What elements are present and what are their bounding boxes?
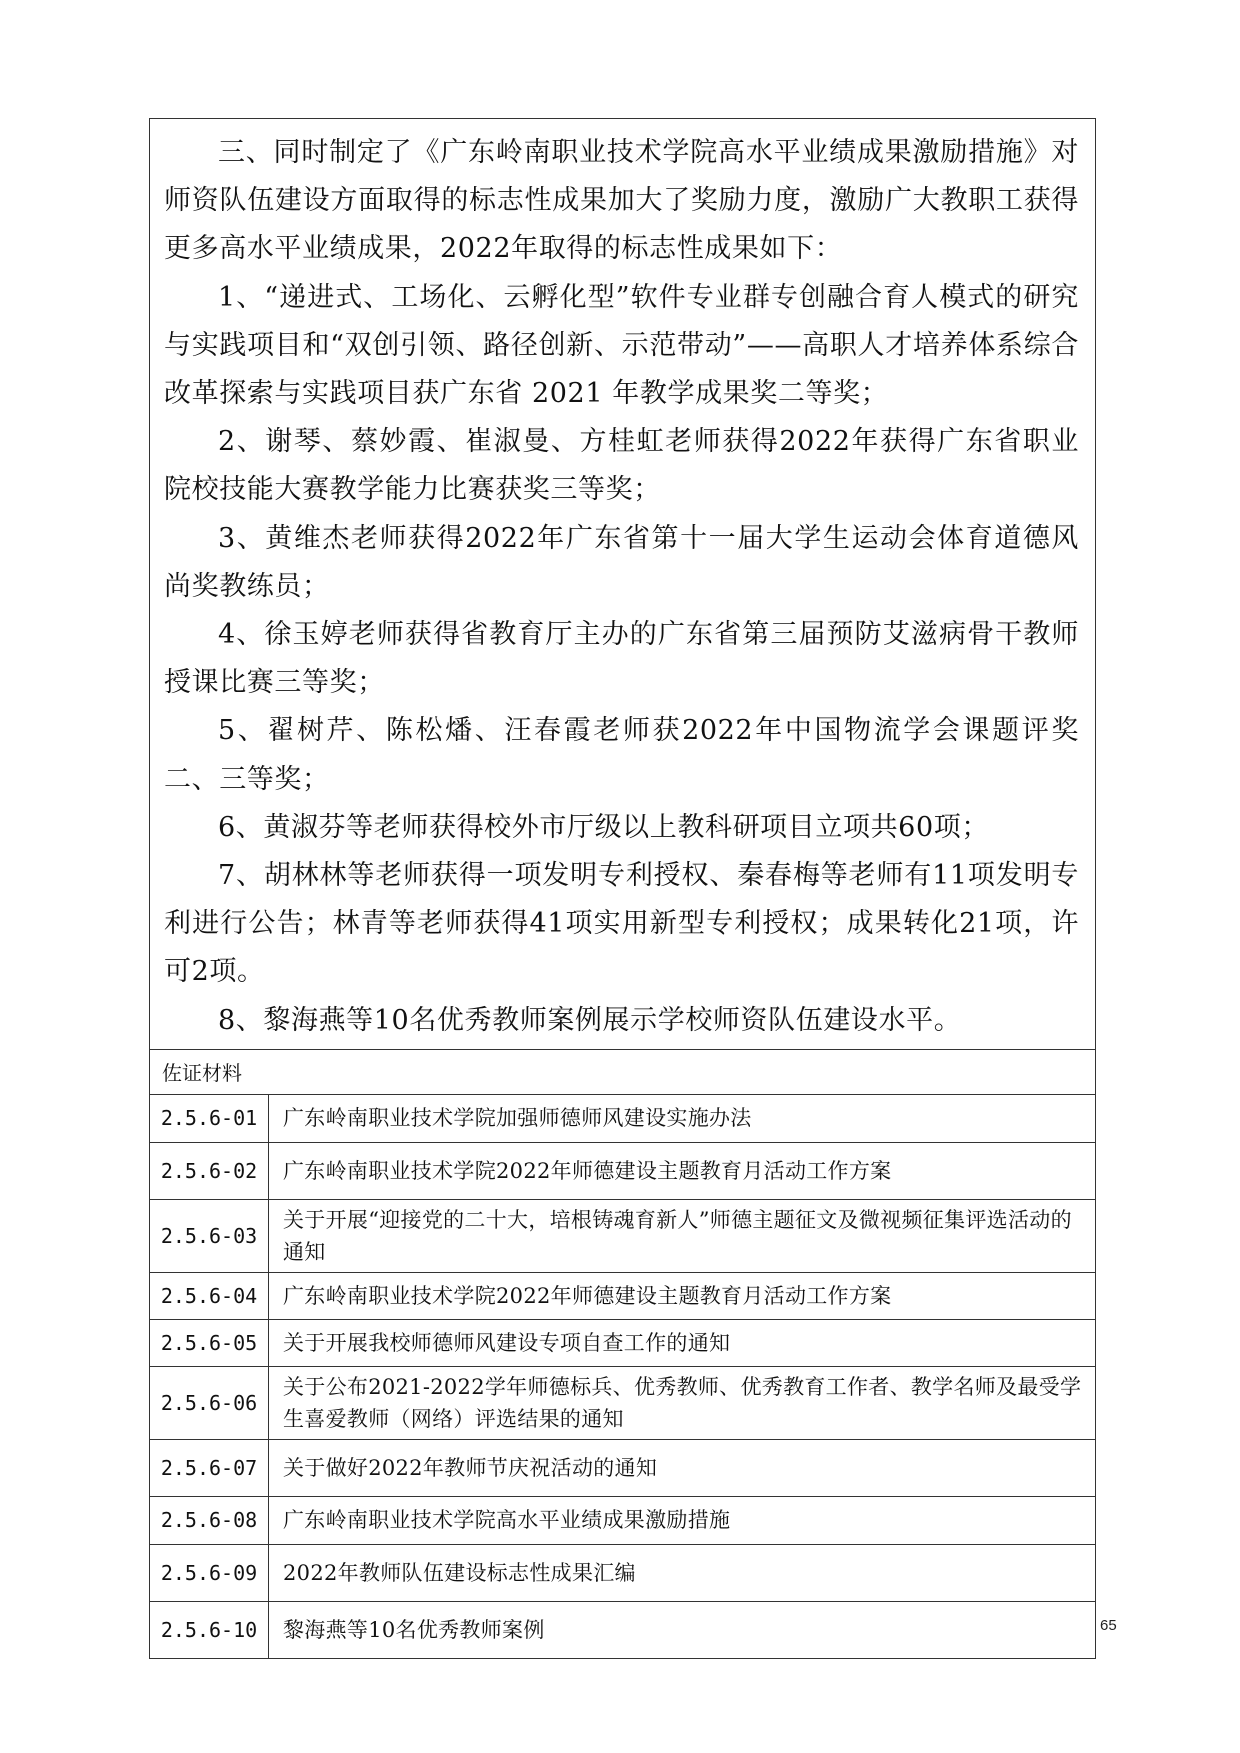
table-row [150, 1496, 1096, 1544]
evidence-title: 黎海燕等10名优秀教师案例 [269, 1601, 1096, 1658]
body-paragraph: 7、胡林林等老师获得一项发明专利授权、秦春梅等老师有11项发明专利进行公告；林青等老师获得41项实用新型专利授权；成果转化21项，许可2项。 [164, 860, 1080, 988]
evidence-code: 2.5.6-07 [150, 1439, 269, 1496]
body-row [150, 119, 1096, 1050]
table-row [150, 1199, 1096, 1272]
body-paragraph: 4、徐玉婷老师获得省教育厅主办的广东省第三届预防艾滋病骨干教师授课比赛三等奖； [164, 619, 1080, 699]
table-row [150, 1601, 1096, 1658]
table-row [150, 1366, 1096, 1439]
body-paragraph: 8、黎海燕等10名优秀教师案例展示学校师资队伍建设水平。 [218, 1004, 962, 1036]
page-number: 65 [1100, 1617, 1117, 1634]
evidence-header: 佐证材料 [150, 1049, 1096, 1094]
evidence-title: 广东岭南职业技术学院2022年师德建设主题教育月活动工作方案 [269, 1272, 1096, 1319]
evidence-code: 2.5.6-09 [150, 1544, 269, 1601]
body-paragraph: 2、谢琴、蔡妙霞、崔淑曼、方桂虹老师获得2022年获得广东省职业院校技能大赛教学能力比赛获奖三等奖； [164, 426, 1080, 506]
report-table [149, 118, 1096, 1659]
evidence-title: 广东岭南职业技术学院2022年师德建设主题教育月活动工作方案 [269, 1142, 1096, 1199]
evidence-code: 2.5.6-06 [150, 1366, 269, 1439]
evidence-title: 关于开展“迎接党的二十大，培根铸魂育新人”师德主题征文及微视频征集评选活动的通知 [269, 1199, 1096, 1272]
body-paragraph: 三、同时制定了《广东岭南职业技术学院高水平业绩成果激励措施》对师资队伍建设方面取得的标志性成果加大了奖励力度，激励广大教职工获得更多高水平业绩成果，2022年取得的标志性成果如下： [164, 137, 1080, 265]
evidence-title: 关于做好2022年教师节庆祝活动的通知 [269, 1439, 1096, 1496]
table-row [150, 1094, 1096, 1142]
evidence-code: 2.5.6-04 [150, 1272, 269, 1319]
table-row [150, 1142, 1096, 1199]
table-row [150, 1544, 1096, 1601]
evidence-header-row [150, 1049, 1096, 1094]
body-paragraph: 3、黄维杰老师获得2022年广东省第十一届大学生运动会体育道德风尚奖教练员； [164, 522, 1080, 602]
table-row [150, 1439, 1096, 1496]
evidence-title: 广东岭南职业技术学院加强师德师风建设实施办法 [269, 1094, 1096, 1142]
table-row [150, 1319, 1096, 1366]
evidence-code: 2.5.6-05 [150, 1319, 269, 1366]
evidence-code: 2.5.6-03 [150, 1199, 269, 1272]
body-text-cell [150, 119, 1096, 1050]
evidence-title: 关于开展我校师德师风建设专项自查工作的通知 [269, 1319, 1096, 1366]
evidence-title: 2022年教师队伍建设标志性成果汇编 [269, 1544, 1096, 1601]
evidence-title: 关于公布2021-2022学年师德标兵、优秀教师、优秀教育工作者、教学名师及最受学生喜爱教师（网络）评选结果的通知 [269, 1366, 1096, 1439]
evidence-title: 广东岭南职业技术学院高水平业绩成果激励措施 [269, 1496, 1096, 1544]
evidence-code: 2.5.6-01 [150, 1094, 269, 1142]
evidence-code: 2.5.6-02 [150, 1142, 269, 1199]
evidence-code: 2.5.6-10 [150, 1601, 269, 1658]
body-paragraph: 5、翟树芹、陈松燔、汪春霞老师获2022年中国物流学会课题评奖二、三等奖； [164, 715, 1080, 795]
evidence-code: 2.5.6-08 [150, 1496, 269, 1544]
body-paragraph: 6、黄淑芬等老师获得校外市厅级以上教科研项目立项共60项； [218, 811, 989, 843]
body-paragraph: 1、“递进式、工场化、云孵化型”软件专业群专创融合育人模式的研究与实践项目和“双创引领、路径创新、示范带动”——高职人才培养体系综合改革探索与实践项目获广东省 2021 年教学成果奖二等奖； [164, 281, 1080, 410]
table-row [150, 1272, 1096, 1319]
